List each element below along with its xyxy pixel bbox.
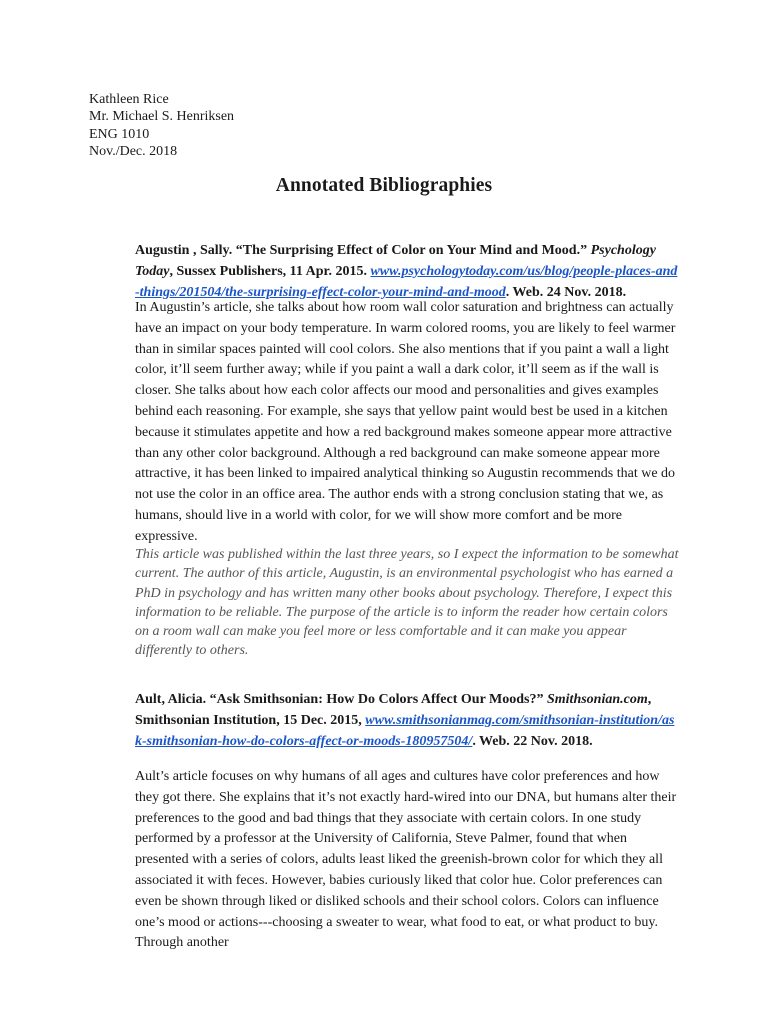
evaluation-paragraph: This article was published within the last three years, so I expect the information to be somewhat current. The author of this article, Augustin, is an environmental psychologist who has earned a PhD in psychology and has written many other books about psychology. Therefore, I expect this information to be reliable. The purpose of the article is to inform the reader how certain colors on a room wall can make you feel more or less comfortable and it can make you appear differently to others.: [135, 547, 679, 659]
page-title: Annotated Bibliographies: [275, 175, 493, 196]
citation-publisher: , Sussex Publishers, 11 Apr. 2015.: [169, 263, 371, 279]
summary-paragraph: In Augustin’s article, she talks about how room wall color saturation and brightness can actually have an impact on your body temperature. In warm colored rooms, you are likely to feel warmer than in similar spaces painted will cool colors. She also mentions that if you paint a wall a light color, it’ll seem further away; while if you paint a wall a dark color, it’ll seem as if the wall is closer. She talks about how each color affects our mood and personalities and gives examples behind each reasoning. For example, she says that yellow paint would best be used in a kitchen because it stimulates appetite and how a red background makes someone appear more attractive than any other color background. Although a red background can make someone appear more attractive, it has been linked to impaired analytical thinking so Augustin recommends that we do not use the color in an office area. The author ends with a strong conclusion stating that we, as humans, should live in a world with color, for we will show more comfort and be more expressive.: [135, 300, 676, 544]
citation-augustin: [135, 241, 680, 303]
citation-text: Ault, Alicia. “Ask Smithsonian: How Do Colors Affect Our Moods?”: [135, 692, 547, 707]
course-code: ENG 1010: [89, 126, 150, 142]
citation-ault: [135, 690, 680, 752]
document-header: [89, 91, 234, 161]
citation-journal: Psychology Today: [135, 243, 656, 279]
author-name: Kathleen Rice: [89, 92, 169, 107]
instructor-name: Mr. Michael S. Henriksen: [89, 109, 235, 125]
citation-publisher: , Smithsonian Institution, 15 Dec. 2015,: [135, 692, 652, 728]
citation-text: Augustin , Sally. “The Surprising Effect of Color on Your Mind and Mood.”: [135, 243, 591, 258]
citation-link[interactable]: www.smithsonianmag.com/smithsonian-institution/ask-smithsonian-how-do-colors-affect-or-moods-180957504/: [135, 712, 675, 749]
document-date: Nov./Dec. 2018: [89, 144, 178, 160]
summary-paragraph: Ault’s article focuses on why humans of all ages and cultures have color preferences and how they got there. She explains that it’s not exactly hard-wired into our DNA, but humans alter their preferences to the good and bad things that they associate with certain colors. In one study performed by a professor at the University of California, Steve Palmer, found that when presented with a series of colors, adults least liked the greenish-brown color for which they all associated it with feces. However, babies curiously liked that color hue. Color preferences can even be shown through liked or disliked schools and their school colors. Colors can influence one’s mood or actions---choosing a sweater to wear, what food to eat, or what product to buy. Through another: [135, 769, 677, 951]
citation-access: . Web. 24 Nov. 2018.: [505, 284, 627, 300]
citation-journal: Smithsonian.com: [546, 692, 648, 707]
citation-access: . Web. 22 Nov. 2018.: [472, 733, 593, 749]
citation-link[interactable]: www.psychologytoday.com/us/blog/people-places-and-things/201504/the-surprising-effect-color-your-mind-and-mood: [135, 263, 678, 300]
